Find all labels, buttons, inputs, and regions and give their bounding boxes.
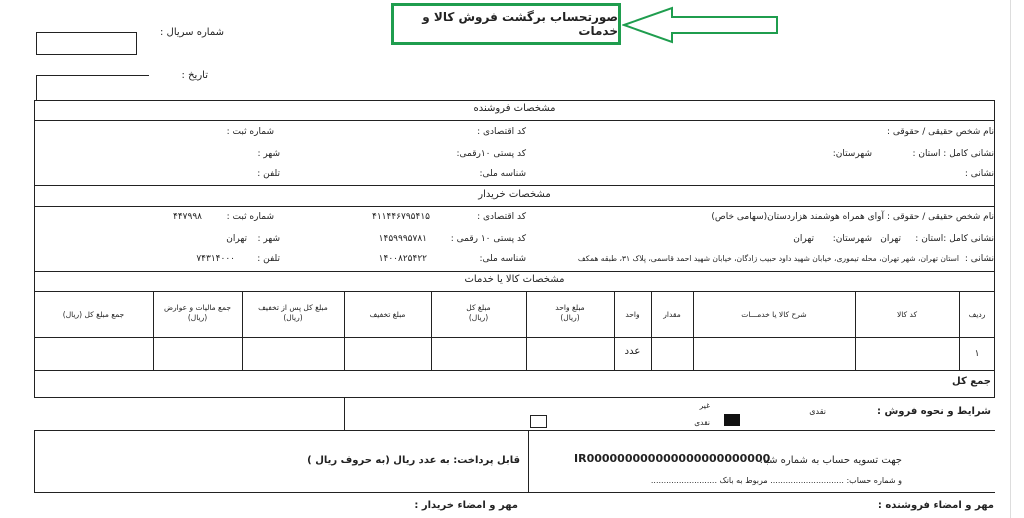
seller-title-divider — [34, 120, 995, 121]
seller-economic-code-label: کد اقتصادی : — [477, 127, 526, 137]
buyer-reg-no-value: ۴۴۷۹۹۸ — [172, 212, 202, 222]
col-header-tax-text: جمع مالیات و عوارض — [163, 303, 232, 312]
buyer-postal-code-value: ۱۴۵۹۹۹۵۷۸۱ — [378, 234, 427, 244]
goods-row-divider — [34, 370, 995, 371]
buyer-economic-code-label: کد اقتصادی : — [477, 212, 526, 222]
arrow-left-icon — [622, 6, 780, 44]
buyer-national-id-label: شناسه ملی: — [479, 254, 526, 264]
col-divider — [959, 291, 960, 371]
serial-label: شماره سریال : — [160, 27, 224, 38]
col-header-unit-price-unit: (ریال) — [560, 313, 580, 322]
cash-checkbox-checked-icon[interactable] — [724, 414, 740, 426]
payment-left-border — [34, 430, 35, 492]
buyer-sign-label: مهر و امضاء خریدار : — [414, 500, 518, 511]
buyer-economic-code-value: ۴۱۱۴۴۶۷۹۵۴۱۵ — [371, 212, 430, 222]
invoice-frame — [34, 100, 995, 398]
terms-noncash-label-2: نقدی — [694, 418, 710, 427]
terms-cash-label: نقدی — [809, 407, 826, 416]
buyer-address-value: استان تهران، شهر تهران، محله تیموری، خیابان شهید داود حبیب زادگان، خیابان شهید احمد قاسمی، پلاک ۳۱، طبقه همکف — [577, 254, 959, 263]
seller-name-label: نام شخص حقیقی / حقوقی : — [886, 127, 994, 137]
buyer-address-label: نشانی : — [964, 254, 994, 264]
buyer-county-label: شهرستان: — [832, 234, 872, 244]
payable-label: قابل پرداخت: به عدد ریال (به حروف ریال ) — [307, 455, 520, 466]
buyer-city-value: تهران — [226, 234, 247, 244]
col-header-tax-unit: (ریال) — [187, 313, 208, 322]
goods-section-title: مشخصات کالا یا خدمات — [464, 274, 565, 285]
iban-value: IR000000000000000000000000 — [574, 452, 771, 465]
buyer-phone-value: ۷۴۳۱۴۰۰۰ — [196, 254, 235, 264]
col-header-tax — [153, 303, 242, 323]
buyer-bottom-divider — [34, 271, 995, 272]
page-edge — [1010, 0, 1011, 518]
col-divider — [855, 291, 856, 371]
table-row-number: ۱ — [974, 349, 980, 359]
seller-address-label: نشانی : — [964, 169, 994, 179]
seller-sign-label: مهر و امضاء فروشنده : — [877, 500, 994, 511]
seller-county-label: شهرستان: — [832, 149, 872, 159]
buyer-section-title: مشخصات خریدار — [478, 189, 551, 200]
col-header-qty: مقدار — [663, 310, 681, 319]
serial-field[interactable] — [36, 32, 137, 55]
col-divider — [614, 291, 615, 371]
col-header-total-text: مبلغ کل — [466, 303, 491, 312]
buyer-postal-code-label: کد پستی ۱۰ رقمی : — [450, 234, 526, 244]
account-label: و شماره حساب: ............................. مربوط به بانک .......................... — [650, 476, 902, 485]
col-header-discount: مبلغ تخفیف — [369, 310, 406, 319]
payment-bottom-line — [34, 492, 995, 493]
date-label: تاریخ : — [181, 70, 208, 81]
col-divider — [693, 291, 694, 371]
seller-full-address-label: نشانی کامل : استان : — [912, 149, 994, 159]
buyer-reg-no-label: شماره ثبت : — [226, 212, 274, 222]
payment-divider — [528, 430, 529, 492]
seller-city-label: شهر : — [257, 149, 280, 159]
col-header-code: کد کالا — [896, 310, 918, 319]
table-row-unit: عدد — [624, 346, 641, 357]
buyer-national-id-value: ۱۴۰۰۸۲۵۴۲۲ — [378, 254, 427, 264]
date-field-side — [36, 75, 37, 100]
buyer-name-value: آوای همراه هوشمند هزاردستان(سهامی خاص) — [711, 212, 884, 222]
col-header-unit: واحد — [625, 310, 640, 319]
col-header-row: ردیف — [968, 310, 986, 319]
buyer-province-value: تهران — [880, 234, 901, 244]
noncash-checkbox[interactable] — [530, 415, 547, 428]
terms-bottom-line — [344, 430, 995, 431]
date-field-top — [36, 75, 149, 76]
terms-label: شرایط و نحوه فروش : — [876, 406, 991, 417]
col-header-total — [431, 303, 526, 323]
buyer-name-label: نام شخص حقیقی / حقوقی : — [886, 212, 994, 222]
col-header-desc: شرح کالا یا خدمـــات — [741, 310, 807, 319]
grand-total-label: جمع کل — [952, 376, 991, 387]
terms-bottom-line-left — [34, 430, 344, 431]
terms-noncash-label-1: غیر — [699, 401, 710, 410]
invoice-title — [391, 3, 621, 45]
col-header-after-discount — [242, 303, 344, 323]
seller-national-id-label: شناسه ملی: — [479, 169, 526, 179]
col-divider — [344, 291, 345, 371]
col-header-after-discount-text: مبلغ کل پس از تخفیف — [258, 303, 328, 312]
goods-header-divider — [34, 337, 995, 338]
col-header-after-discount-unit: (ریال) — [283, 313, 303, 322]
buyer-county-value: تهران — [793, 234, 814, 244]
buyer-phone-label: تلفن : — [257, 254, 280, 264]
buyer-title-divider — [34, 206, 995, 207]
seller-phone-label: تلفن : — [257, 169, 280, 179]
col-header-unit-price-text: مبلغ واحد — [555, 303, 585, 312]
seller-bottom-divider — [34, 185, 995, 186]
goods-title-divider — [34, 291, 995, 292]
seller-postal-code-label: کد پستی ۱۰رقمی: — [456, 149, 526, 159]
col-header-total-unit: (ریال) — [468, 313, 489, 322]
terms-divider — [344, 397, 345, 431]
seller-section-title: مشخصات فروشنده — [473, 103, 556, 114]
col-divider — [651, 291, 652, 371]
seller-reg-no-label: شماره ثبت : — [226, 127, 274, 137]
invoice-title-text: صورتحساب برگشت فروش کالا و خدمات — [422, 10, 618, 38]
buyer-city-label: شهر : — [257, 234, 280, 244]
terms-top-divider — [34, 397, 995, 398]
buyer-full-address-label: نشانی کامل :استان : — [915, 234, 994, 244]
col-header-unit-price — [526, 303, 614, 323]
settlement-label: جهت تسویه حساب به شماره شبا: — [759, 455, 902, 466]
col-header-grand: جمع مبلغ کل (ریال) — [62, 310, 125, 319]
